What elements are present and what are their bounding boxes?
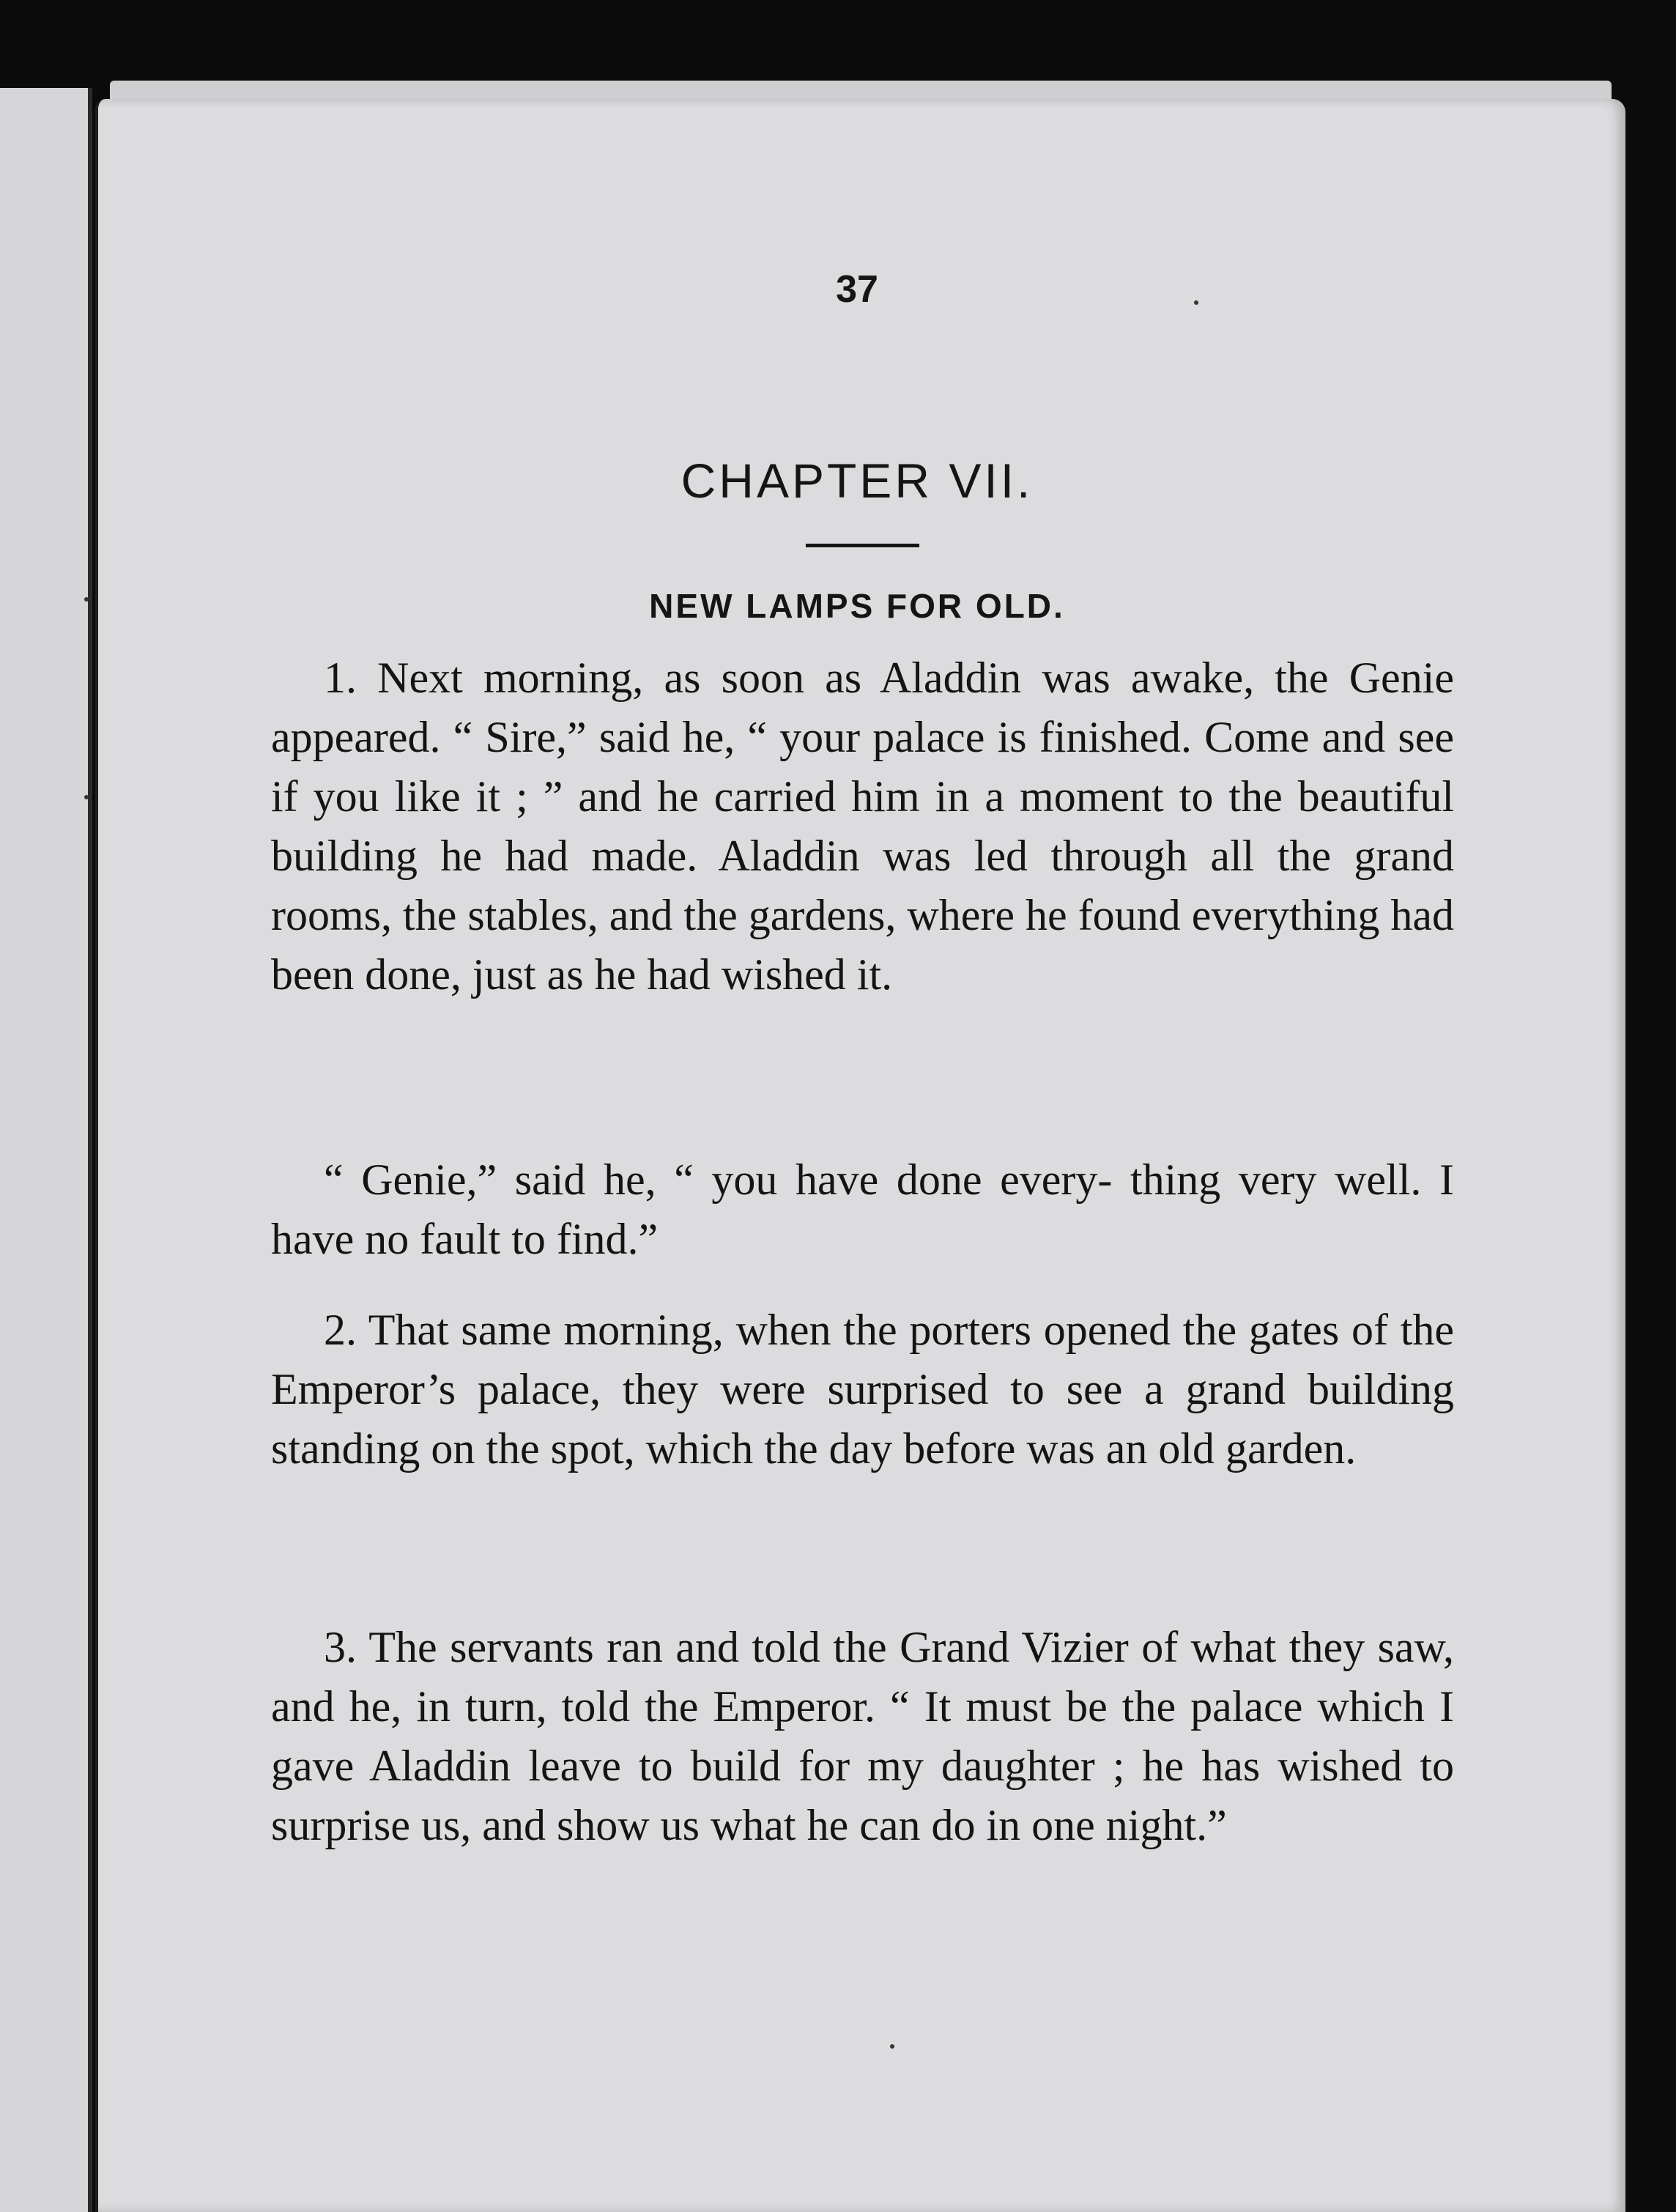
paragraph-3: 2. That same morning, when the porters opened the gates of the Emperor’s palace, they were surprised to see a grand building standing on the spot, which the day before was an old garden. [271,1306,1454,1473]
page-number: 37 [836,268,878,311]
paragraph-4: 3. The servants ran and told the Grand Vizier of what they saw, and he, in turn, told the Emperor. “ It must be the palace which I gave Aladdin leave to build for my daughter ; he has wished to surprise us, and show us what he can do in one night.” [271,1623,1454,1849]
adjacent-page-edge [0,88,92,2212]
speck-mark [1194,300,1198,305]
speck-mark [84,597,89,602]
speck-mark [890,2044,894,2049]
chapter-subtitle: NEW LAMPS FOR OLD. [649,587,1065,625]
paragraph-2: “ Genie,” said he, “ you have done every- thing very well. I have no fault to find.” [271,1155,1454,1263]
title-rule [806,544,919,547]
chapter-title: CHAPTER VII. [681,454,1034,508]
paragraph-1: 1. Next morning, as soon as Aladdin was awake, the Genie appeared. “ Sire,” said he, “ your palace is finished. Come and see if you like it ; ” and he carried him in a moment to the beautiful building he had made. Aladdin was led through all the grand rooms, the stables, and the gardens, where he found everything had been done, just as he had wished it. [271,654,1454,999]
speck-mark [84,795,89,799]
